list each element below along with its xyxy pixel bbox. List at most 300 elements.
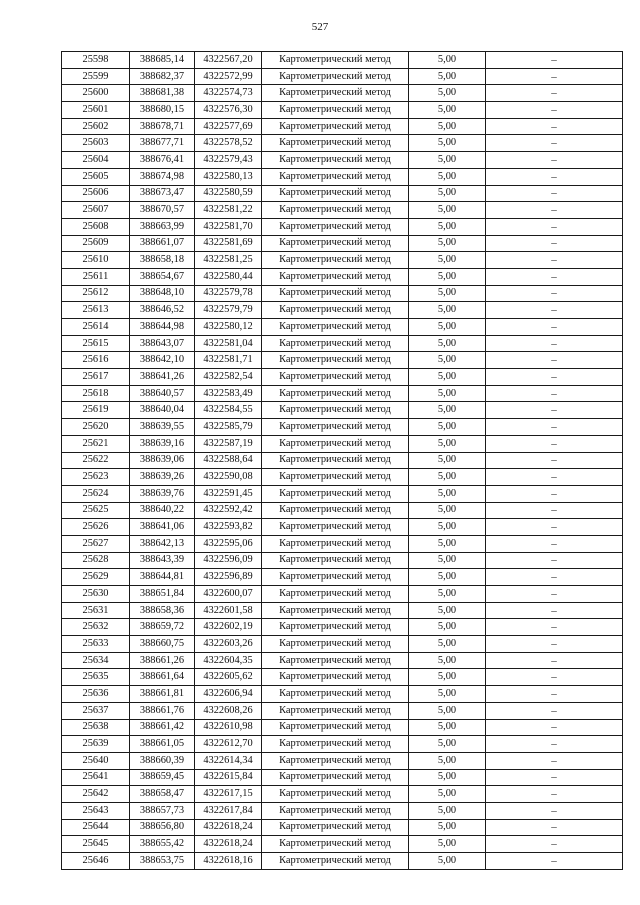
y-coordinate-cell: 4322604,35 (195, 652, 262, 669)
accuracy-cell: 5,00 (409, 702, 486, 719)
accuracy-cell: 5,00 (409, 569, 486, 586)
table-row (62, 769, 623, 786)
accuracy-cell: 5,00 (409, 185, 486, 202)
table-row (62, 268, 623, 285)
accuracy-cell: 5,00 (409, 302, 486, 319)
method-cell: Картометрический метод (262, 485, 409, 502)
y-coordinate-cell: 4322614,34 (195, 752, 262, 769)
point-number-cell: 25607 (62, 202, 130, 219)
x-coordinate-cell: 388661,81 (130, 686, 195, 703)
accuracy-cell: 5,00 (409, 602, 486, 619)
y-coordinate-cell: 4322581,69 (195, 235, 262, 252)
x-coordinate-cell: 388639,16 (130, 435, 195, 452)
method-cell: Картометрический метод (262, 552, 409, 569)
description-cell: – (486, 836, 623, 853)
method-cell: Картометрический метод (262, 252, 409, 269)
accuracy-cell: 5,00 (409, 68, 486, 85)
y-coordinate-cell: 4322591,45 (195, 485, 262, 502)
y-coordinate-cell: 4322581,04 (195, 335, 262, 352)
y-coordinate-cell: 4322617,84 (195, 802, 262, 819)
table-row (62, 102, 623, 119)
point-number-cell: 25622 (62, 452, 130, 469)
description-cell: – (486, 369, 623, 386)
table-row (62, 168, 623, 185)
table-row (62, 68, 623, 85)
accuracy-cell: 5,00 (409, 352, 486, 369)
point-number-cell: 25602 (62, 118, 130, 135)
table-row (62, 369, 623, 386)
accuracy-cell: 5,00 (409, 52, 486, 69)
y-coordinate-cell: 4322602,19 (195, 619, 262, 636)
x-coordinate-cell: 388646,52 (130, 302, 195, 319)
x-coordinate-cell: 388663,99 (130, 218, 195, 235)
table-row (62, 636, 623, 653)
description-cell: – (486, 135, 623, 152)
point-number-cell: 25645 (62, 836, 130, 853)
method-cell: Картометрический метод (262, 719, 409, 736)
table-row (62, 52, 623, 69)
table-row (62, 319, 623, 336)
table-row (62, 435, 623, 452)
x-coordinate-cell: 388658,36 (130, 602, 195, 619)
x-coordinate-cell: 388661,26 (130, 652, 195, 669)
x-coordinate-cell: 388661,07 (130, 235, 195, 252)
y-coordinate-cell: 4322576,30 (195, 102, 262, 119)
accuracy-cell: 5,00 (409, 218, 486, 235)
description-cell: – (486, 752, 623, 769)
table-row (62, 752, 623, 769)
point-number-cell: 25627 (62, 535, 130, 552)
description-cell: – (486, 702, 623, 719)
table-row (62, 519, 623, 536)
method-cell: Картометрический метод (262, 168, 409, 185)
accuracy-cell: 5,00 (409, 786, 486, 803)
accuracy-cell: 5,00 (409, 118, 486, 135)
description-cell: – (486, 686, 623, 703)
description-cell: – (486, 485, 623, 502)
description-cell: – (486, 285, 623, 302)
description-cell: – (486, 819, 623, 836)
accuracy-cell: 5,00 (409, 135, 486, 152)
x-coordinate-cell: 388641,26 (130, 369, 195, 386)
point-number-cell: 25616 (62, 352, 130, 369)
description-cell: – (486, 552, 623, 569)
description-cell: – (486, 719, 623, 736)
method-cell: Картометрический метод (262, 736, 409, 753)
table-row (62, 352, 623, 369)
method-cell: Картометрический метод (262, 786, 409, 803)
x-coordinate-cell: 388678,71 (130, 118, 195, 135)
x-coordinate-cell: 388639,26 (130, 469, 195, 486)
point-number-cell: 25620 (62, 419, 130, 436)
accuracy-cell: 5,00 (409, 669, 486, 686)
description-cell: – (486, 235, 623, 252)
x-coordinate-cell: 388670,57 (130, 202, 195, 219)
table-row (62, 853, 623, 870)
x-coordinate-cell: 388644,98 (130, 319, 195, 336)
page-number: 527 (311, 21, 329, 33)
table-row (62, 302, 623, 319)
description-cell: – (486, 452, 623, 469)
x-coordinate-cell: 388660,75 (130, 636, 195, 653)
method-cell: Картометрический метод (262, 385, 409, 402)
method-cell: Картометрический метод (262, 85, 409, 102)
method-cell: Картометрический метод (262, 218, 409, 235)
x-coordinate-cell: 388659,72 (130, 619, 195, 636)
point-number-cell: 25639 (62, 736, 130, 753)
accuracy-cell: 5,00 (409, 285, 486, 302)
accuracy-cell: 5,00 (409, 252, 486, 269)
method-cell: Картометрический метод (262, 802, 409, 819)
table-row (62, 836, 623, 853)
method-cell: Картометрический метод (262, 602, 409, 619)
accuracy-cell: 5,00 (409, 385, 486, 402)
table-row (62, 469, 623, 486)
x-coordinate-cell: 388651,84 (130, 586, 195, 603)
description-cell: – (486, 68, 623, 85)
accuracy-cell: 5,00 (409, 836, 486, 853)
accuracy-cell: 5,00 (409, 819, 486, 836)
accuracy-cell: 5,00 (409, 752, 486, 769)
method-cell: Картометрический метод (262, 118, 409, 135)
method-cell: Картометрический метод (262, 819, 409, 836)
point-number-cell: 25611 (62, 268, 130, 285)
point-number-cell: 25621 (62, 435, 130, 452)
table-row (62, 135, 623, 152)
x-coordinate-cell: 388680,15 (130, 102, 195, 119)
y-coordinate-cell: 4322612,70 (195, 736, 262, 753)
x-coordinate-cell: 388661,05 (130, 736, 195, 753)
accuracy-cell: 5,00 (409, 802, 486, 819)
point-number-cell: 25606 (62, 185, 130, 202)
point-number-cell: 25634 (62, 652, 130, 669)
table-row (62, 218, 623, 235)
accuracy-cell: 5,00 (409, 102, 486, 119)
point-number-cell: 25643 (62, 802, 130, 819)
description-cell: – (486, 419, 623, 436)
y-coordinate-cell: 4322578,52 (195, 135, 262, 152)
point-number-cell: 25609 (62, 235, 130, 252)
accuracy-cell: 5,00 (409, 686, 486, 703)
y-coordinate-cell: 4322600,07 (195, 586, 262, 603)
description-cell: – (486, 502, 623, 519)
accuracy-cell: 5,00 (409, 319, 486, 336)
x-coordinate-cell: 388673,47 (130, 185, 195, 202)
table-row (62, 452, 623, 469)
x-coordinate-cell: 388640,57 (130, 385, 195, 402)
description-cell: – (486, 786, 623, 803)
x-coordinate-cell: 388648,10 (130, 285, 195, 302)
y-coordinate-cell: 4322610,98 (195, 719, 262, 736)
description-cell: – (486, 102, 623, 119)
accuracy-cell: 5,00 (409, 152, 486, 169)
table-row (62, 786, 623, 803)
description-cell: – (486, 152, 623, 169)
point-number-cell: 25628 (62, 552, 130, 569)
method-cell: Картометрический метод (262, 152, 409, 169)
x-coordinate-cell: 388681,38 (130, 85, 195, 102)
accuracy-cell: 5,00 (409, 85, 486, 102)
method-cell: Картометрический метод (262, 652, 409, 669)
table-row (62, 569, 623, 586)
coordinates-table-body (62, 52, 623, 870)
description-cell: – (486, 335, 623, 352)
y-coordinate-cell: 4322577,69 (195, 118, 262, 135)
method-cell: Картометрический метод (262, 469, 409, 486)
table-row (62, 235, 623, 252)
x-coordinate-cell: 388674,98 (130, 168, 195, 185)
method-cell: Картометрический метод (262, 335, 409, 352)
y-coordinate-cell: 4322587,19 (195, 435, 262, 452)
accuracy-cell: 5,00 (409, 853, 486, 870)
accuracy-cell: 5,00 (409, 369, 486, 386)
point-number-cell: 25612 (62, 285, 130, 302)
y-coordinate-cell: 4322596,89 (195, 569, 262, 586)
description-cell: – (486, 636, 623, 653)
method-cell: Картометрический метод (262, 419, 409, 436)
accuracy-cell: 5,00 (409, 235, 486, 252)
table-row (62, 252, 623, 269)
description-cell: – (486, 218, 623, 235)
method-cell: Картометрический метод (262, 102, 409, 119)
x-coordinate-cell: 388639,55 (130, 419, 195, 436)
point-number-cell: 25626 (62, 519, 130, 536)
method-cell: Картометрический метод (262, 752, 409, 769)
y-coordinate-cell: 4322581,25 (195, 252, 262, 269)
x-coordinate-cell: 388661,42 (130, 719, 195, 736)
method-cell: Картометрический метод (262, 268, 409, 285)
x-coordinate-cell: 388658,47 (130, 786, 195, 803)
point-number-cell: 25624 (62, 485, 130, 502)
description-cell: – (486, 185, 623, 202)
point-number-cell: 25635 (62, 669, 130, 686)
method-cell: Картометрический метод (262, 569, 409, 586)
table-row (62, 619, 623, 636)
accuracy-cell: 5,00 (409, 719, 486, 736)
table-row (62, 118, 623, 135)
method-cell: Картометрический метод (262, 235, 409, 252)
point-number-cell: 25601 (62, 102, 130, 119)
method-cell: Картометрический метод (262, 619, 409, 636)
table-row (62, 802, 623, 819)
accuracy-cell: 5,00 (409, 419, 486, 436)
method-cell: Картометрический метод (262, 285, 409, 302)
method-cell: Картометрический метод (262, 535, 409, 552)
point-number-cell: 25638 (62, 719, 130, 736)
y-coordinate-cell: 4322580,12 (195, 319, 262, 336)
point-number-cell: 25614 (62, 319, 130, 336)
y-coordinate-cell: 4322617,15 (195, 786, 262, 803)
description-cell: – (486, 319, 623, 336)
point-number-cell: 25625 (62, 502, 130, 519)
y-coordinate-cell: 4322615,84 (195, 769, 262, 786)
y-coordinate-cell: 4322588,64 (195, 452, 262, 469)
accuracy-cell: 5,00 (409, 552, 486, 569)
method-cell: Картометрический метод (262, 302, 409, 319)
point-number-cell: 25642 (62, 786, 130, 803)
table-row (62, 686, 623, 703)
x-coordinate-cell: 388641,06 (130, 519, 195, 536)
point-number-cell: 25623 (62, 469, 130, 486)
table-row (62, 502, 623, 519)
description-cell: – (486, 652, 623, 669)
y-coordinate-cell: 4322608,26 (195, 702, 262, 719)
method-cell: Картометрический метод (262, 769, 409, 786)
description-cell: – (486, 569, 623, 586)
y-coordinate-cell: 4322595,06 (195, 535, 262, 552)
accuracy-cell: 5,00 (409, 335, 486, 352)
point-number-cell: 25630 (62, 586, 130, 603)
y-coordinate-cell: 4322567,20 (195, 52, 262, 69)
y-coordinate-cell: 4322572,99 (195, 68, 262, 85)
y-coordinate-cell: 4322581,71 (195, 352, 262, 369)
point-number-cell: 25632 (62, 619, 130, 636)
point-number-cell: 25599 (62, 68, 130, 85)
method-cell: Картометрический метод (262, 352, 409, 369)
description-cell: – (486, 385, 623, 402)
y-coordinate-cell: 4322593,82 (195, 519, 262, 536)
y-coordinate-cell: 4322580,44 (195, 268, 262, 285)
y-coordinate-cell: 4322579,43 (195, 152, 262, 169)
table-row (62, 719, 623, 736)
y-coordinate-cell: 4322580,59 (195, 185, 262, 202)
x-coordinate-cell: 388654,67 (130, 268, 195, 285)
description-cell: – (486, 352, 623, 369)
description-cell: – (486, 268, 623, 285)
y-coordinate-cell: 4322581,22 (195, 202, 262, 219)
description-cell: – (486, 302, 623, 319)
method-cell: Картометрический метод (262, 369, 409, 386)
table-row (62, 385, 623, 402)
accuracy-cell: 5,00 (409, 268, 486, 285)
accuracy-cell: 5,00 (409, 769, 486, 786)
x-coordinate-cell: 388640,04 (130, 402, 195, 419)
accuracy-cell: 5,00 (409, 519, 486, 536)
description-cell: – (486, 602, 623, 619)
x-coordinate-cell: 388685,14 (130, 52, 195, 69)
accuracy-cell: 5,00 (409, 168, 486, 185)
description-cell: – (486, 202, 623, 219)
x-coordinate-cell: 388640,22 (130, 502, 195, 519)
method-cell: Картометрический метод (262, 202, 409, 219)
method-cell: Картометрический метод (262, 836, 409, 853)
description-cell: – (486, 402, 623, 419)
accuracy-cell: 5,00 (409, 586, 486, 603)
method-cell: Картометрический метод (262, 669, 409, 686)
y-coordinate-cell: 4322603,26 (195, 636, 262, 653)
table-row (62, 652, 623, 669)
method-cell: Картометрический метод (262, 319, 409, 336)
y-coordinate-cell: 4322590,08 (195, 469, 262, 486)
description-cell: – (486, 519, 623, 536)
point-number-cell: 25604 (62, 152, 130, 169)
method-cell: Картометрический метод (262, 686, 409, 703)
method-cell: Картометрический метод (262, 185, 409, 202)
method-cell: Картометрический метод (262, 68, 409, 85)
y-coordinate-cell: 4322580,13 (195, 168, 262, 185)
point-number-cell: 25633 (62, 636, 130, 653)
x-coordinate-cell: 388644,81 (130, 569, 195, 586)
point-number-cell: 25600 (62, 85, 130, 102)
accuracy-cell: 5,00 (409, 636, 486, 653)
table-row (62, 185, 623, 202)
accuracy-cell: 5,00 (409, 485, 486, 502)
table-row (62, 202, 623, 219)
table-row (62, 485, 623, 502)
description-cell: – (486, 669, 623, 686)
x-coordinate-cell: 388682,37 (130, 68, 195, 85)
point-number-cell: 25636 (62, 686, 130, 703)
point-number-cell: 25619 (62, 402, 130, 419)
description-cell: – (486, 85, 623, 102)
description-cell: – (486, 769, 623, 786)
accuracy-cell: 5,00 (409, 202, 486, 219)
y-coordinate-cell: 4322618,16 (195, 853, 262, 870)
y-coordinate-cell: 4322581,70 (195, 218, 262, 235)
point-number-cell: 25629 (62, 569, 130, 586)
table-row (62, 419, 623, 436)
x-coordinate-cell: 388658,18 (130, 252, 195, 269)
point-number-cell: 25603 (62, 135, 130, 152)
description-cell: – (486, 802, 623, 819)
table-row (62, 602, 623, 619)
y-coordinate-cell: 4322579,78 (195, 285, 262, 302)
point-number-cell: 25605 (62, 168, 130, 185)
x-coordinate-cell: 388653,75 (130, 853, 195, 870)
x-coordinate-cell: 388642,10 (130, 352, 195, 369)
description-cell: – (486, 52, 623, 69)
x-coordinate-cell: 388657,73 (130, 802, 195, 819)
description-cell: – (486, 853, 623, 870)
description-cell: – (486, 535, 623, 552)
table-row (62, 535, 623, 552)
method-cell: Картометрический метод (262, 519, 409, 536)
accuracy-cell: 5,00 (409, 502, 486, 519)
accuracy-cell: 5,00 (409, 619, 486, 636)
point-number-cell: 25637 (62, 702, 130, 719)
accuracy-cell: 5,00 (409, 452, 486, 469)
point-number-cell: 25644 (62, 819, 130, 836)
accuracy-cell: 5,00 (409, 402, 486, 419)
x-coordinate-cell: 388660,39 (130, 752, 195, 769)
accuracy-cell: 5,00 (409, 435, 486, 452)
point-number-cell: 25631 (62, 602, 130, 619)
method-cell: Картометрический метод (262, 52, 409, 69)
table-row (62, 402, 623, 419)
table-row (62, 152, 623, 169)
point-number-cell: 25615 (62, 335, 130, 352)
x-coordinate-cell: 388642,13 (130, 535, 195, 552)
x-coordinate-cell: 388655,42 (130, 836, 195, 853)
coordinates-table (61, 51, 623, 870)
y-coordinate-cell: 4322592,42 (195, 502, 262, 519)
accuracy-cell: 5,00 (409, 469, 486, 486)
accuracy-cell: 5,00 (409, 652, 486, 669)
y-coordinate-cell: 4322596,09 (195, 552, 262, 569)
description-cell: – (486, 469, 623, 486)
table-row (62, 85, 623, 102)
y-coordinate-cell: 4322618,24 (195, 836, 262, 853)
point-number-cell: 25617 (62, 369, 130, 386)
x-coordinate-cell: 388643,39 (130, 552, 195, 569)
method-cell: Картометрический метод (262, 586, 409, 603)
y-coordinate-cell: 4322583,49 (195, 385, 262, 402)
point-number-cell: 25646 (62, 853, 130, 870)
accuracy-cell: 5,00 (409, 535, 486, 552)
x-coordinate-cell: 388676,41 (130, 152, 195, 169)
table-row (62, 285, 623, 302)
table-row (62, 669, 623, 686)
